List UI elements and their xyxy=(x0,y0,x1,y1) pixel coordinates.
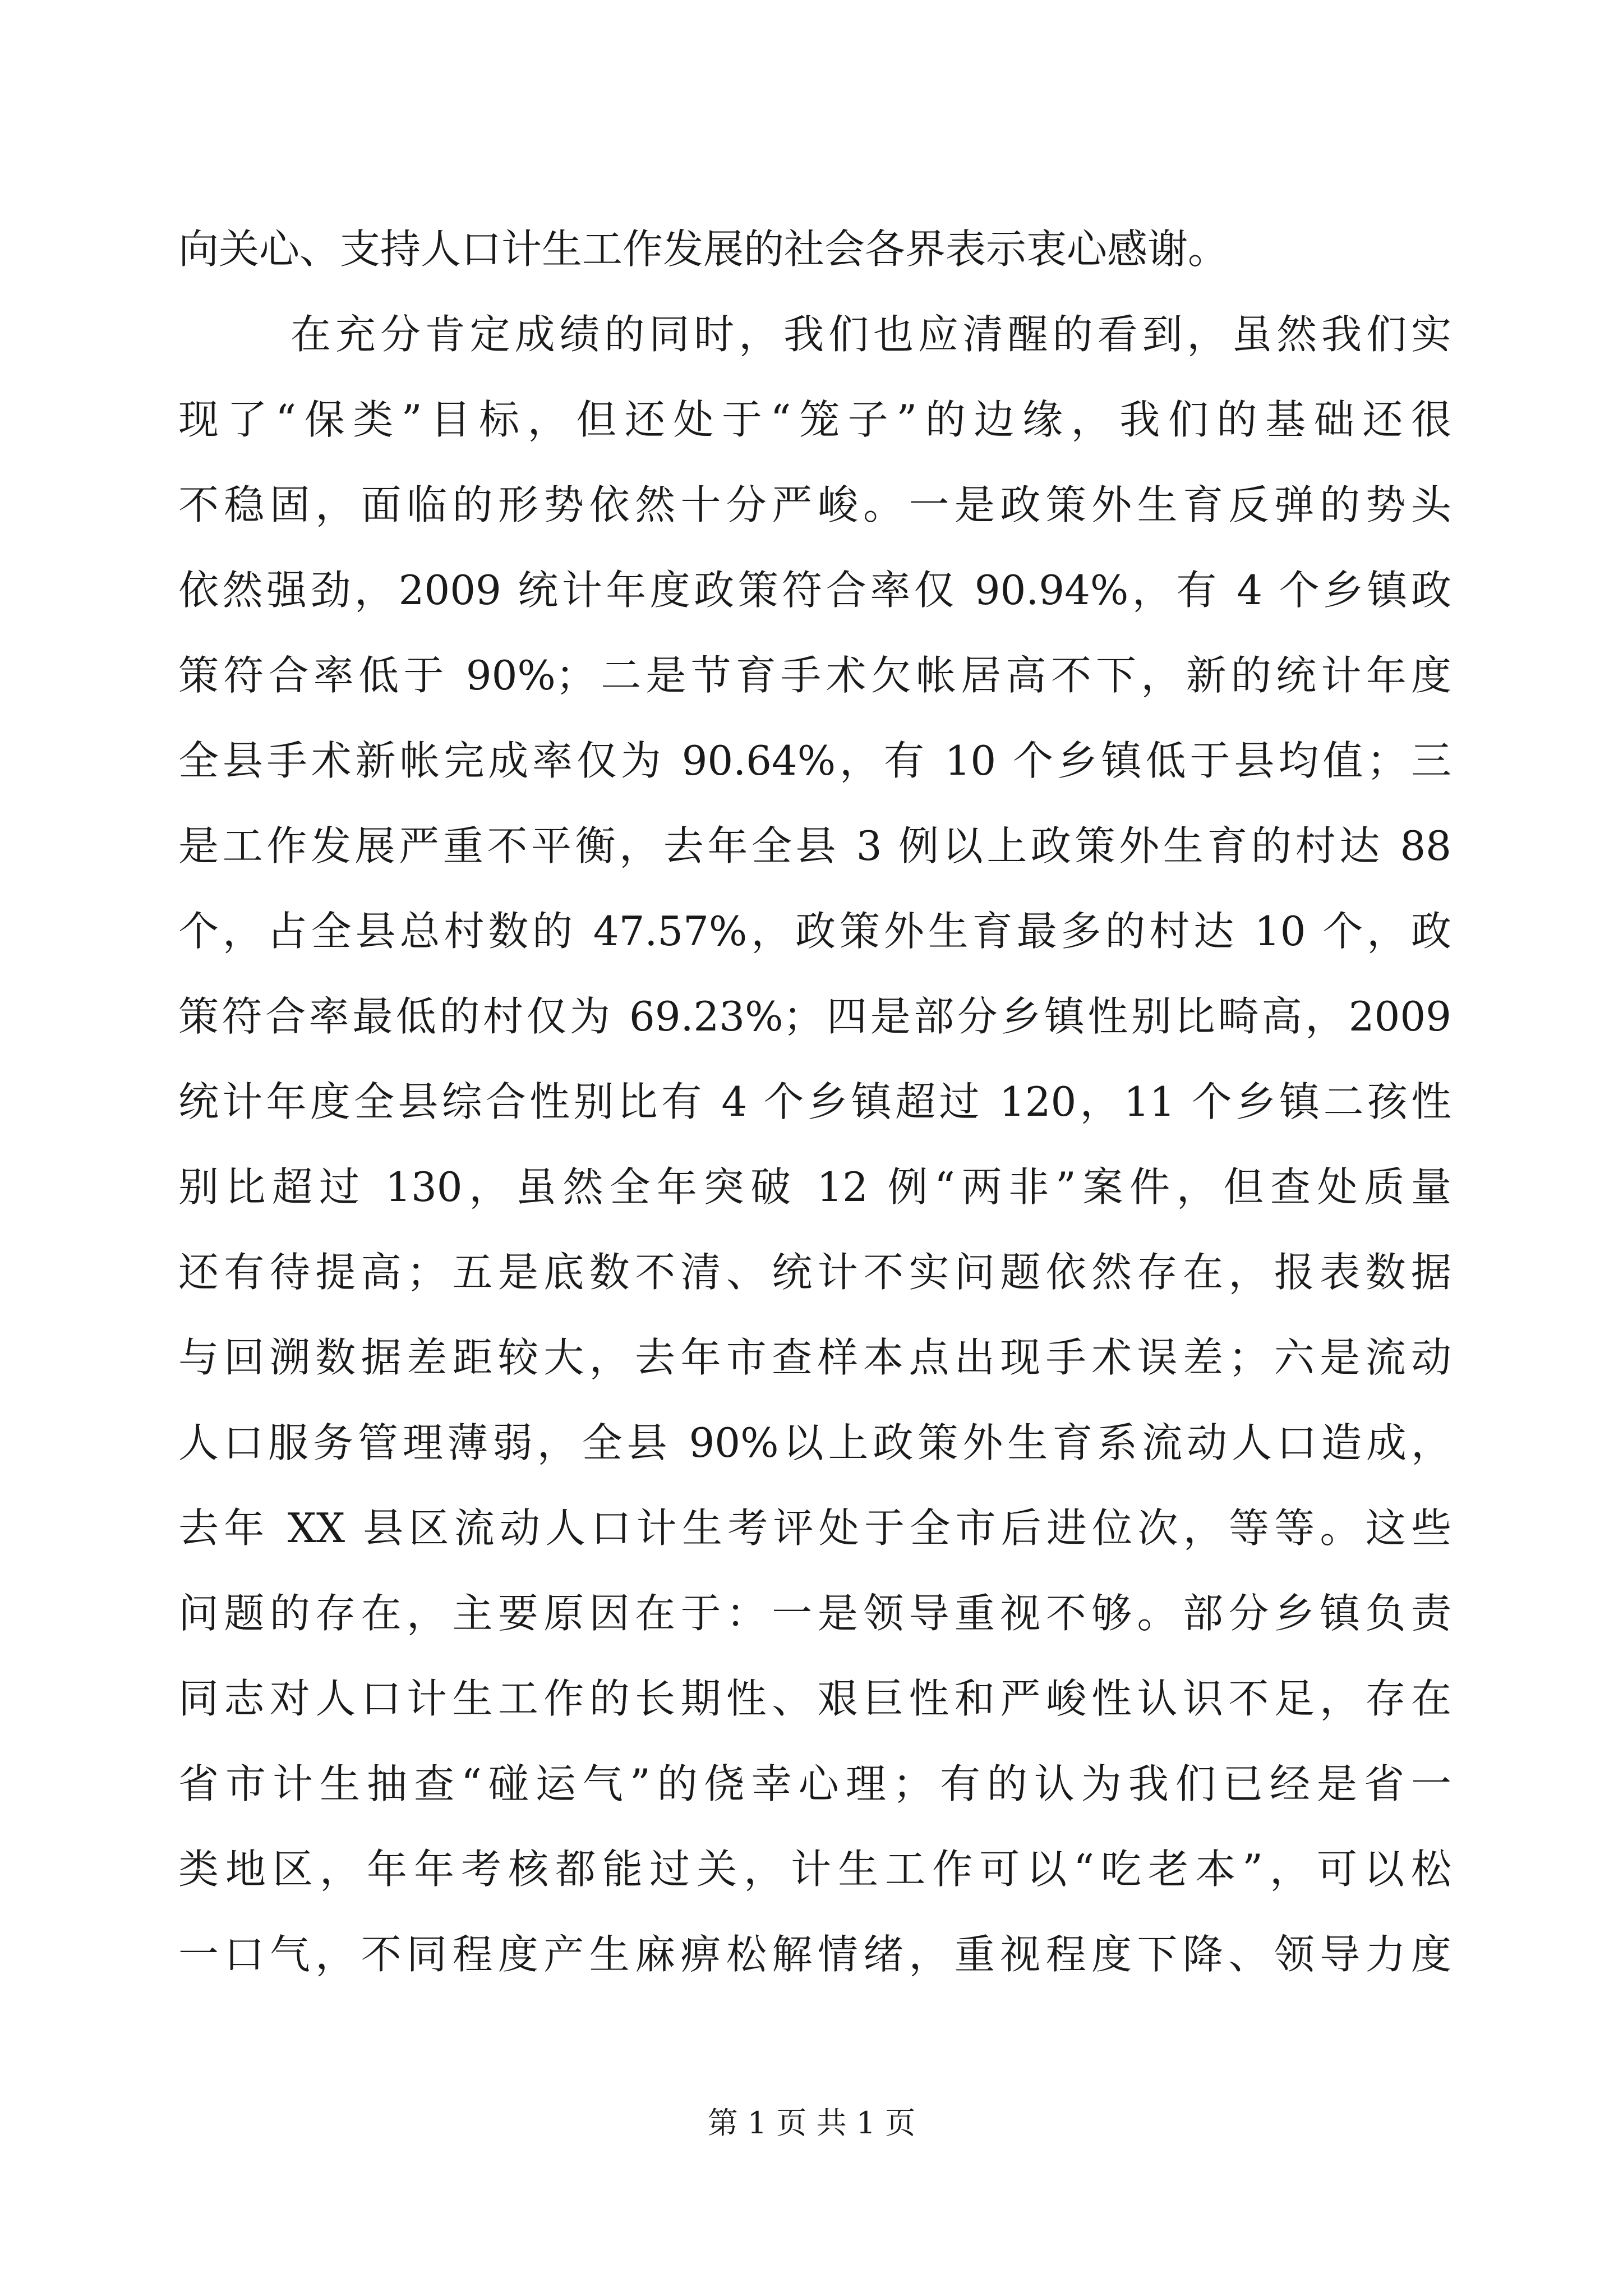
text-line: 策符合率最低的村仅为 69.23%；四是部分乡镇性别比畸高，2009 xyxy=(178,993,1451,1040)
paragraph-first-line: 在充分肯定成绩的同时，我们也应清醒的看到，虽然我们实 xyxy=(291,311,1451,358)
text-line: 问题的存在，主要原因在于：一是领导重视不够。部分乡镇负责 xyxy=(178,1590,1451,1637)
text-line: 省市计生抽查“碰运气”的侥幸心理；有的认为我们已经是省一 xyxy=(178,1760,1451,1807)
text-line: 与回溯数据差距较大，去年市查样本点出现手术误差；六是流动 xyxy=(178,1334,1451,1381)
text-line: 不稳固，面临的形势依然十分严峻。一是政策外生育反弹的势头 xyxy=(178,481,1451,528)
text-line: 别比超过 130，虽然全年突破 12 例“两非”案件，但查处质量 xyxy=(178,1163,1451,1211)
document-body xyxy=(178,206,1451,1997)
text-line: 是工作发展严重不平衡，去年全县 3 例以上政策外生育的村达 88 xyxy=(178,822,1451,869)
page-number-footer: 第 1 页 共 1 页 xyxy=(707,2105,916,2141)
text-line: 一口气，不同程度产生麻痹松解情绪，重视程度下降、领导力度 xyxy=(178,1931,1451,1978)
text-line: 策符合率低于 90%；二是节育手术欠帐居高不下，新的统计年度 xyxy=(178,652,1451,699)
text-line: 同志对人口计生工作的长期性、艰巨性和严峻性认识不足，存在 xyxy=(178,1675,1451,1722)
text-line: 还有待提高；五是底数不清、统计不实问题依然存在，报表数据 xyxy=(178,1249,1451,1296)
text-line: 统计年度全县综合性别比有 4 个乡镇超过 120，11 个乡镇二孩性 xyxy=(178,1078,1451,1125)
text-line: 依然强劲，2009 统计年度政策符合率仅 90.94%，有 4 个乡镇政 xyxy=(178,567,1451,614)
text-line: 向关心、支持人口计生工作发展的社会各界表示衷心感谢。 xyxy=(178,226,1229,273)
text-line: 现了“保类”目标，但还处于“笼子”的边缘，我们的基础还很 xyxy=(178,396,1451,443)
text-line: 人口服务管理薄弱，全县 90%以上政策外生育系流动人口造成， xyxy=(178,1419,1451,1466)
text-line: 全县手术新帐完成率仅为 90.64%，有 10 个乡镇低于县均值；三 xyxy=(178,737,1451,784)
text-line: 个，占全县总村数的 47.57%，政策外生育最多的村达 10 个，政 xyxy=(178,908,1451,955)
text-line: 去年 XX 县区流动人口计生考评处于全市后进位次，等等。这些 xyxy=(178,1504,1451,1552)
text-line: 类地区，年年考核都能过关，计生工作可以“吃老本”，可以松 xyxy=(178,1846,1451,1893)
